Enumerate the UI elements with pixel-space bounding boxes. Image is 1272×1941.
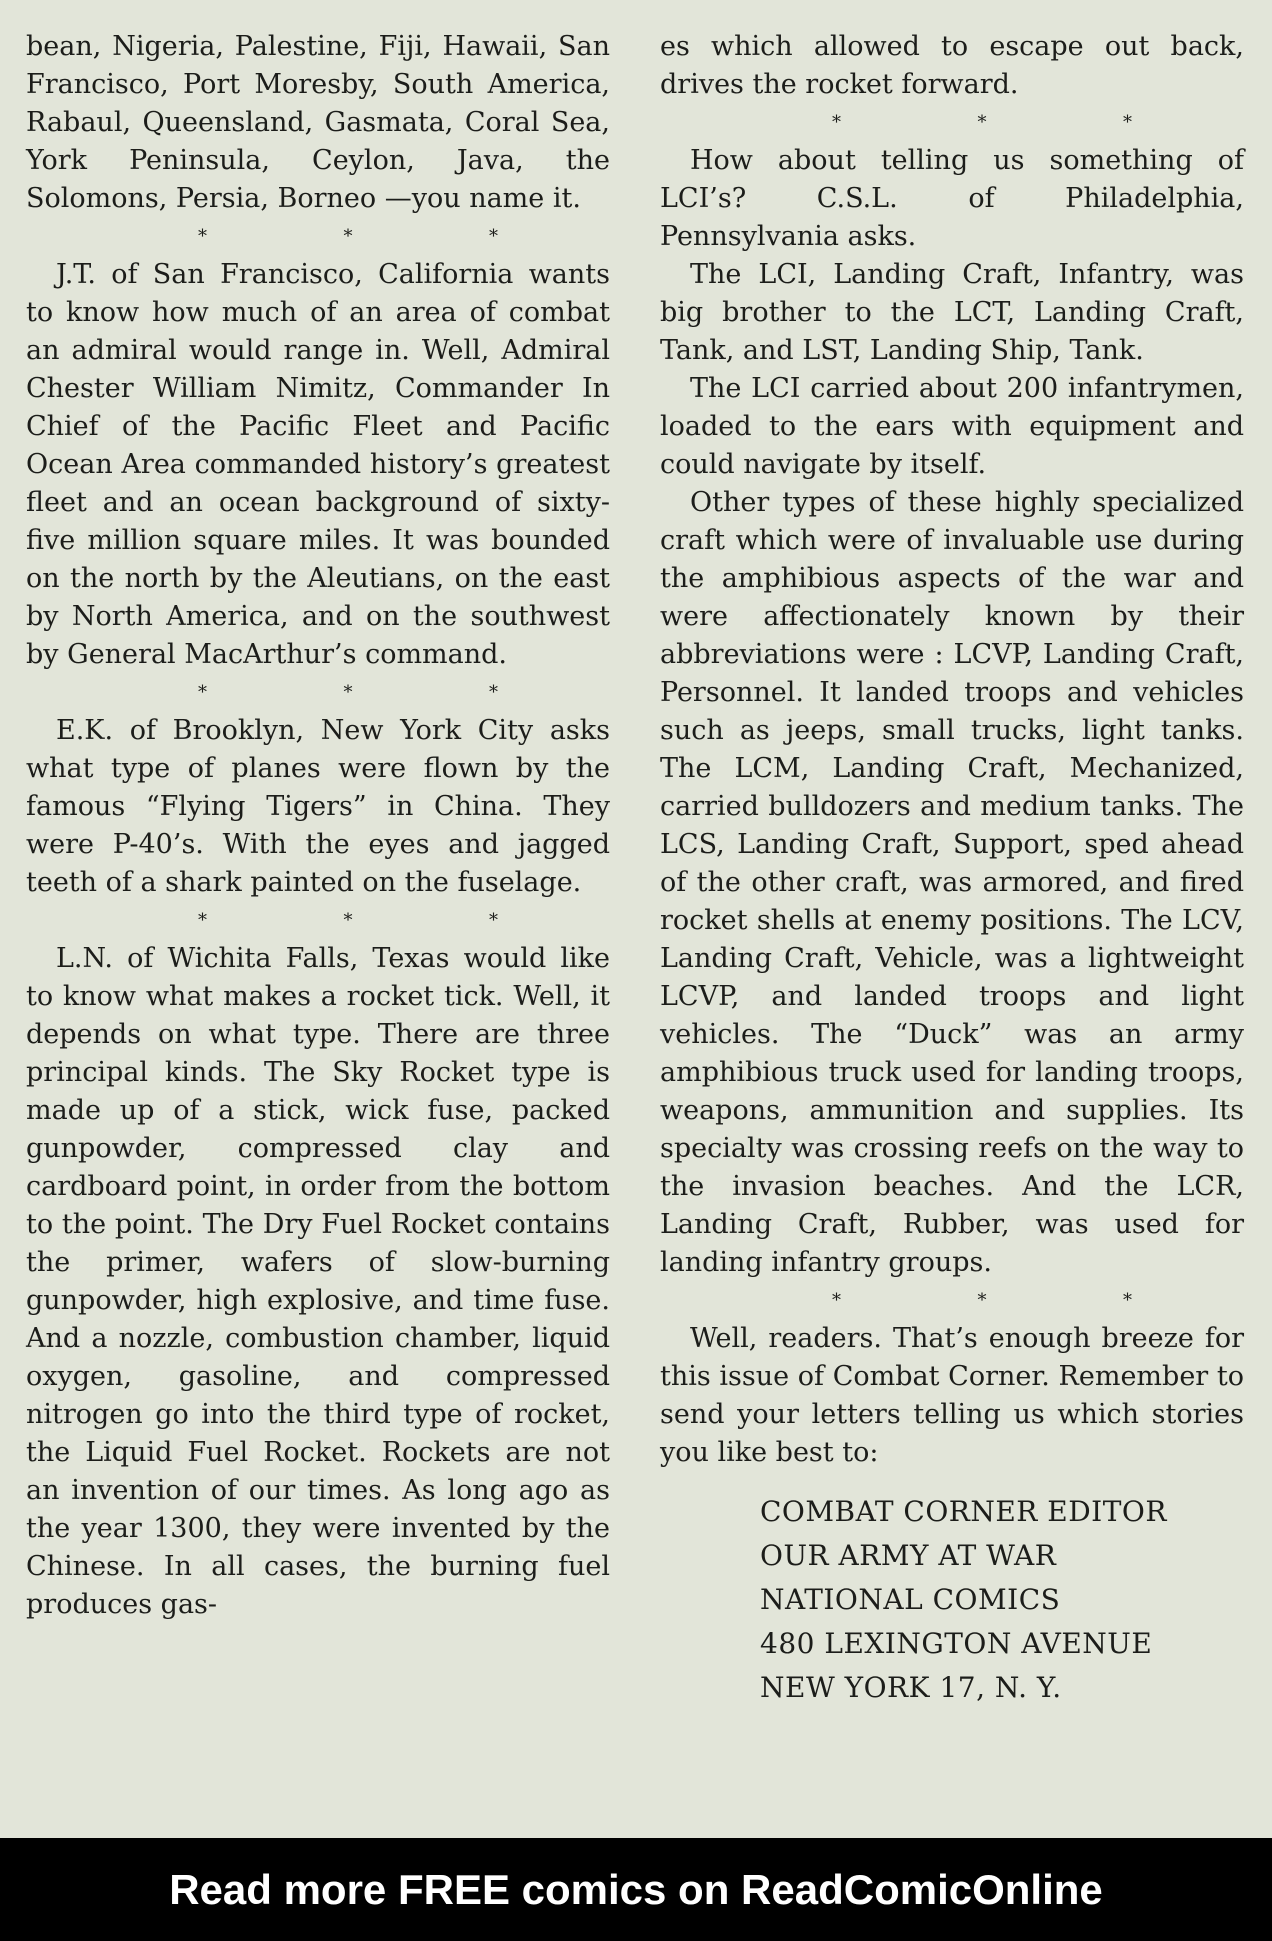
address-line: 480 LEXINGTON AVENUE — [760, 1627, 1153, 1660]
paragraph: The LCI carried about 200 infantrymen, loaded to the ears with equipment and could navigate by itself. — [660, 373, 1244, 480]
address-line: NATIONAL COMICS — [760, 1583, 1061, 1616]
section-separator: * * * — [832, 112, 1132, 133]
left-column — [26, 28, 610, 1624]
paragraph: Other types of these highly specialized craft which were of invaluable use during the amphibious aspects of the war and were affectionately known by their abbreviations were : LCVP, Landing Craft, Personnel. It landed troops and vehicles such as jeeps, small trucks, light tanks. The LCM, Landing Craft, Mechanized, carried bulldozers and medium tanks. The LCS, Landing Craft, Support, sped ahead of the other craft, was armored, and fired rocket shells at enemy positions. The LCV, Landing Craft, Vehicle, was a lightweight LCVP, and landed troops and light vehicles. The “Duck” was an army amphibious truck used for landing troops, weapons, ammunition and supplies. Its specialty was crossing reefs on the way to the invasion beaches. And the LCR, Landing Craft, Rubber, was used for landing infantry groups. — [660, 487, 1244, 1278]
right-column — [660, 28, 1244, 1710]
section-separator: * * * — [832, 1290, 1132, 1311]
mailing-address — [760, 1490, 1244, 1710]
promo-banner: Read more FREE comics on ReadComicOnline — [0, 1838, 1272, 1941]
paragraph: Well, readers. That’s enough breeze for this issue of Combat Corner. Remember to send your letters telling us which stories you like best to: — [660, 1323, 1244, 1468]
paragraph: L.N. of Wichita Falls, Texas would like to know what makes a rocket tick. Well, it depends on what type. There are three principal kinds. The Sky Rocket type is made up of a stick, wick fuse, packed gunpowder, compressed clay and cardboard point, in order from the bottom to the point. The Dry Fuel Rocket contains the primer, wafers of slow-burning gunpowder, high explosive, and time fuse. And a nozzle, combustion chamber, liquid oxygen, gasoline, and compressed nitrogen go into the third type of rocket, the Liquid Fuel Rocket. Rockets are not an invention of our times. As long ago as the year 1300, they were invented by the Chinese. In all cases, the burning fuel produces gas- — [26, 943, 610, 1620]
paragraph: es which allowed to escape out back, drives the rocket forward. — [660, 31, 1244, 100]
paragraph: The LCI, Landing Craft, Infantry, was big brother to the LCT, Landing Craft, Tank, and LST, Landing Ship, Tank. — [660, 259, 1244, 366]
address-line: OUR ARMY AT WAR — [760, 1539, 1057, 1572]
address-line: COMBAT CORNER EDITOR — [760, 1495, 1167, 1528]
paragraph: E.K. of Brooklyn, New York City asks what type of planes were flown by the famous “Flying Tigers” in China. They were P-40’s. With the eyes and jagged teeth of a shark painted on the fuselage. — [26, 715, 610, 898]
section-separator: * * * — [198, 682, 498, 703]
address-line: NEW YORK 17, N. Y. — [760, 1671, 1062, 1704]
section-separator: * * * — [198, 910, 498, 931]
paragraph: How about telling us something of LCI’s? C.S.L. of Philadelphia, Pennsylvania asks. — [660, 145, 1244, 252]
section-separator: * * * — [198, 226, 498, 247]
paragraph: J.T. of San Francisco, California wants to know how much of an area of combat an admiral would range in. Well, Admiral Chester William Nimitz, Commander In Chief of the Pacific Fleet and Pacific Ocean Area commanded history’s greatest fleet and an ocean background of sixty-five million square miles. It was bounded on the north by the Aleutians, on the east by North America, and on the southwest by General MacArthur’s command. — [26, 259, 610, 670]
paragraph: bean, Nigeria, Palestine, Fiji, Hawaii, San Francisco, Port Moresby, South America, Rabaul, Queensland, Gasmata, Coral Sea, York Peninsula, Ceylon, Java, the Solomons, Persia, Borneo —you name it. — [26, 31, 610, 214]
